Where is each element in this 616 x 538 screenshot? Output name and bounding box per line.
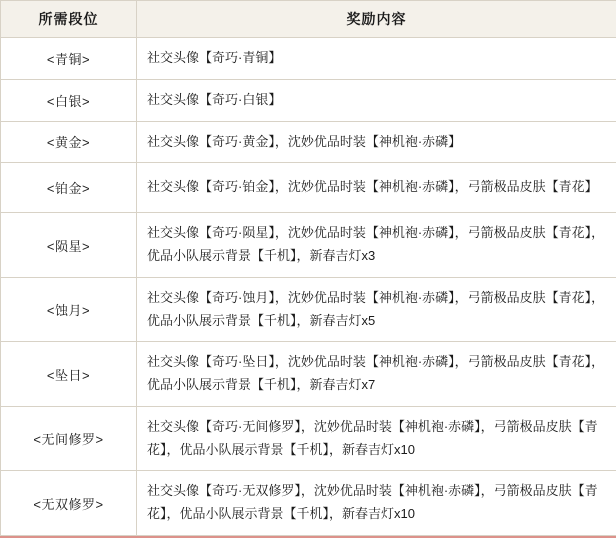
- table-row: [1, 79, 616, 121]
- table-row: [1, 163, 616, 213]
- table-row: [1, 471, 616, 536]
- reward-cell: 社交头像【奇巧·陨星】，沈妙优品时装【神机袍·赤磷】，弓箭极品皮肤【青花】，优品小队展示背景【千机】，新春吉灯x3: [137, 213, 616, 278]
- bottom-accent-rule: [0, 536, 616, 538]
- column-header-rank: 所需段位: [1, 1, 137, 38]
- reward-cell: 社交头像【奇巧·无间修罗】，沈妙优品时装【神机袍·赤磷】，弓箭极品皮肤【青花】，优品小队展示背景【千机】，新春吉灯x10: [137, 406, 616, 471]
- rank-cell: <蚀月>: [1, 277, 137, 342]
- table-row: [1, 38, 616, 80]
- table-row: [1, 121, 616, 163]
- table-row: [1, 277, 616, 342]
- table-header-row: [1, 1, 616, 38]
- reward-cell: 社交头像【奇巧·铂金】，沈妙优品时装【神机袍·赤磷】，弓箭极品皮肤【青花】: [137, 163, 616, 213]
- reward-cell: 社交头像【奇巧·蚀月】，沈妙优品时装【神机袍·赤磷】，弓箭极品皮肤【青花】，优品小队展示背景【千机】，新春吉灯x5: [137, 277, 616, 342]
- column-header-reward: 奖励内容: [137, 1, 616, 38]
- table-row: [1, 406, 616, 471]
- table-row: [1, 342, 616, 407]
- reward-cell: 社交头像【奇巧·坠日】，沈妙优品时装【神机袍·赤磷】，弓箭极品皮肤【青花】，优品小队展示背景【千机】，新春吉灯x7: [137, 342, 616, 407]
- reward-cell: 社交头像【奇巧·黄金】，沈妙优品时装【神机袍·赤磷】: [137, 121, 616, 163]
- reward-cell: 社交头像【奇巧·白银】: [137, 79, 616, 121]
- rank-cell: <陨星>: [1, 213, 137, 278]
- rank-cell: <黄金>: [1, 121, 137, 163]
- rank-cell: <坠日>: [1, 342, 137, 407]
- rank-cell: <青铜>: [1, 38, 137, 80]
- rank-cell: <无间修罗>: [1, 406, 137, 471]
- rank-cell: <无双修罗>: [1, 471, 137, 536]
- reward-cell: 社交头像【奇巧·青铜】: [137, 38, 616, 80]
- table-header: [1, 1, 616, 38]
- table-row: [1, 213, 616, 278]
- rank-cell: <白银>: [1, 79, 137, 121]
- reward-cell: 社交头像【奇巧·无双修罗】，沈妙优品时装【神机袍·赤磷】，弓箭极品皮肤【青花】，优品小队展示背景【千机】，新春吉灯x10: [137, 471, 616, 536]
- rank-cell: <铂金>: [1, 163, 137, 213]
